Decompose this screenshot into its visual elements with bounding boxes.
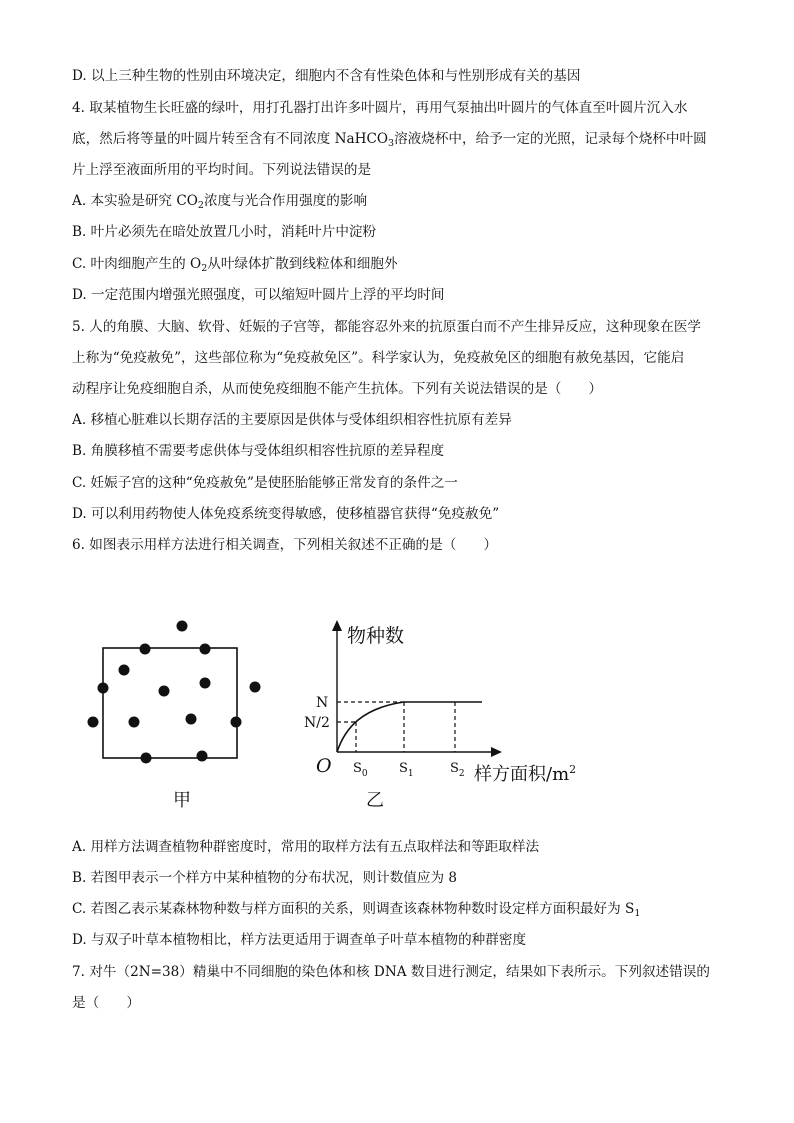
q4-option-c: C. 叶肉细胞产生的 $O_2$从叶绿体扩散到线粒体和细胞外 bbox=[72, 256, 398, 274]
q3-option-d: D. 以上三种生物的性别由环境决定，细胞内不含有性染色体和与性别形成有关的基因 bbox=[72, 68, 581, 84]
tick-label-n: N bbox=[316, 695, 329, 711]
plant-dot bbox=[231, 717, 242, 728]
q5-option-b: B. 角膜移植不需要考虑供体与受体组织相容性抗原的差异程度 bbox=[72, 443, 445, 459]
q7-stem-line-1: 7. 对牛（2N=38）精巢中不同细胞的染色体和核 DNA 数目进行测定，结果如下表所示。下列叙述错误的 bbox=[72, 964, 710, 980]
x-axis-arrow bbox=[491, 747, 502, 757]
label-yi: 乙 bbox=[366, 790, 384, 811]
tick-label-s0: $S_0$ bbox=[353, 761, 368, 779]
plant-dot bbox=[159, 686, 170, 697]
q4-option-a: A. 本实验是研究 $CO_2$浓度与光合作用强度的影响 bbox=[72, 193, 368, 211]
plant-dot bbox=[200, 678, 211, 689]
q4-option-b: B. 叶片必须先在暗处放置几小时，消耗叶片中淀粉 bbox=[72, 224, 377, 240]
plant-dot bbox=[119, 665, 130, 676]
tick-label-s1: $S_1$ bbox=[399, 761, 414, 779]
plant-dot bbox=[140, 644, 151, 655]
label-jia: 甲 bbox=[173, 790, 191, 811]
q5-option-c: C. 妊娠子宫的这种“免疫赦免”是使胚胎能够正常发育的条件之一 bbox=[72, 475, 458, 491]
q4-stem-line-2: 底，然后将等量的叶圆片转至含有不同浓度 NaHCO$_3$溶液烧杯中，给予一定的光照，记录每个烧杯中叶圆 bbox=[72, 131, 707, 149]
q6-figure bbox=[0, 600, 794, 830]
q5-option-d: D. 可以利用药物使人体免疫系统变得敏感，使移植器官获得“免疫赦免” bbox=[72, 506, 500, 522]
plant-dot bbox=[98, 683, 109, 694]
q4-option-d: D. 一定范围内增强光照强度，可以缩短叶圆片上浮的平均时间 bbox=[72, 287, 445, 303]
quadrat-square bbox=[103, 648, 237, 758]
tick-label-s2: $S_2$ bbox=[450, 761, 465, 779]
origin-label: O bbox=[316, 755, 332, 777]
y-axis-arrow bbox=[332, 620, 342, 631]
plant-dot bbox=[141, 753, 152, 764]
q4-stem-line-1: 4. 取某植物生长旺盛的绿叶，用打孔器打出许多叶圆片，再用气泵抽出叶圆片的气体直至叶圆片沉入水 bbox=[72, 100, 688, 116]
q6-option-c: C. 若图乙表示某森林物种数与样方面积的关系，则调查该森林物种数时设定样方面积最好为 $S_1$ bbox=[72, 901, 641, 919]
plant-dot bbox=[88, 717, 99, 728]
plant-dot bbox=[200, 644, 211, 655]
plant-dot bbox=[186, 714, 197, 725]
y-axis-label: 物种数 bbox=[347, 625, 405, 647]
q4-stem-line-3: 片上浮至液面所用的平均时间。下列说法错误的是 bbox=[72, 162, 372, 178]
q5-stem-line-3: 动程序让免疫细胞自杀，从而使免疫细胞不能产生抗体。下列有关说法错误的是（ ） bbox=[72, 381, 603, 397]
q5-stem-line-1: 5. 人的角膜、大脑、软骨、妊娠的子宫等，都能容忍外来的抗原蛋白而不产生排异反应，这种现象在医学 bbox=[72, 319, 702, 335]
q6-option-b: B. 若图甲表示一个样方中某种植物的分布状况，则计数值应为 8 bbox=[72, 870, 458, 886]
q5-option-a: A. 移植心脏难以长期存活的主要原因是供体与受体组织相容性抗原有差异 bbox=[72, 412, 512, 428]
plant-dot bbox=[250, 682, 261, 693]
q6-stem: 6. 如图表示用样方法进行相关调查，下列相关叙述不正确的是（ ） bbox=[72, 537, 498, 553]
x-axis-label: 样方面积$/m^2$ bbox=[474, 763, 577, 785]
q7-stem-line-2: 是（ ） bbox=[72, 995, 140, 1011]
plant-dot bbox=[177, 621, 188, 632]
tick-label-n-half: N/2 bbox=[304, 715, 330, 731]
figure-jia bbox=[88, 621, 261, 812]
q6-option-d: D. 与双子叶草本植物相比，样方法更适用于调查单子叶草本植物的种群密度 bbox=[72, 932, 527, 948]
dashed-guides bbox=[337, 702, 455, 752]
q5-stem-line-2: 上称为“免疫赦免”，这些部位称为“免疫赦免区”。科学家认为，免疫赦免区的细胞有赦免基因，它能启 bbox=[72, 350, 685, 366]
plant-dot bbox=[129, 717, 140, 728]
plant-dots bbox=[88, 621, 261, 764]
figure-yi bbox=[304, 620, 576, 811]
species-area-curve bbox=[337, 702, 482, 752]
plant-dot bbox=[197, 751, 208, 762]
q6-option-a: A. 用样方法调查植物种群密度时，常用的取样方法有五点取样法和等距取样法 bbox=[72, 839, 540, 855]
